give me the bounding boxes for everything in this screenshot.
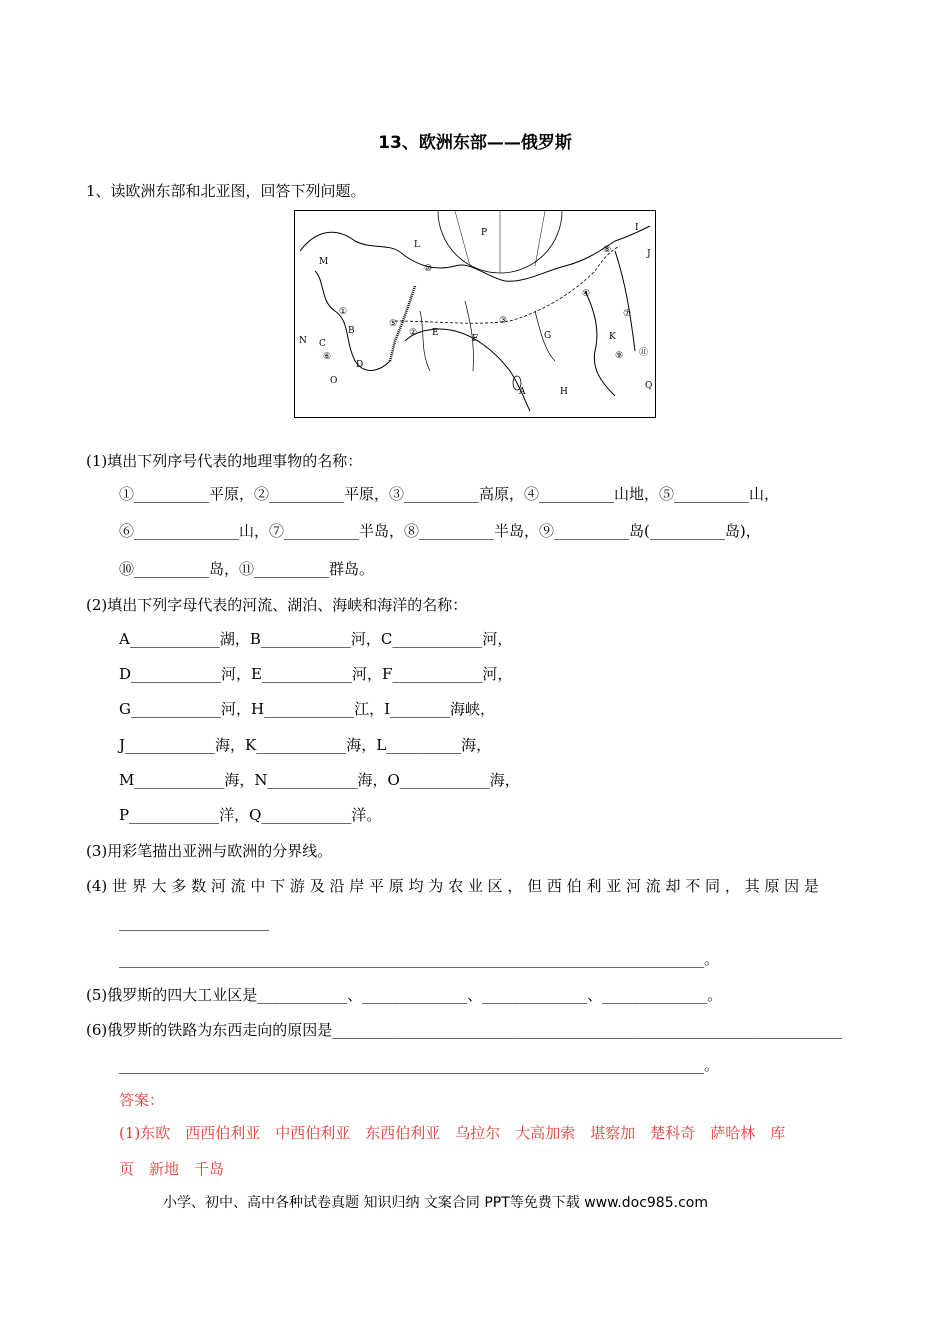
map-label: H [560, 387, 568, 397]
map-label: ② [409, 328, 418, 338]
part1-heading: (1)填出下列序号代表的地理事物的名称： [86, 452, 363, 470]
map-label: F [472, 334, 479, 344]
map-label: K [609, 332, 616, 342]
map-label: P [481, 228, 488, 238]
part2-line: G____________河，H____________江，I________海峡， [119, 700, 495, 718]
map-label: G [544, 331, 552, 341]
map-label: L [414, 240, 420, 250]
map-label: O [330, 376, 338, 386]
map-label: Q [645, 381, 653, 391]
part2-heading: (2)填出下列字母代表的河流、湖泊、海峡和海洋的名称： [86, 596, 468, 614]
answer-label: 答案： [119, 1091, 165, 1109]
map-svg [295, 211, 654, 416]
part6-blank: ______________________________________________________________________________。 [119, 1056, 720, 1074]
map-label: ④ [582, 289, 591, 299]
part2-line: M____________海，N____________海，O____________海， [119, 771, 520, 789]
map-label: M [319, 257, 329, 267]
map-label: E [432, 328, 439, 338]
map-label: ⑨ [615, 351, 624, 361]
map-label: J [647, 249, 651, 259]
railway-line [395, 246, 620, 323]
answer-line2: 页 新地 千岛 [119, 1160, 225, 1178]
part2-line: P____________洋，Q____________洋。 [119, 806, 382, 824]
part1-line2: ⑥______________山，⑦__________半岛，⑧__________半岛，⑨__________岛(__________岛)， [119, 522, 761, 540]
answer-line1: (1)东欧 西西伯利亚 中西伯利亚 东西伯利亚 乌拉尔 大高加索 堪察加 楚科奇 萨哈林 库 [119, 1124, 786, 1142]
map-label: ③ [499, 316, 508, 326]
part5: (5)俄罗斯的四大工业区是____________、______________、______________、______________。 [86, 986, 723, 1004]
map-label: ⑩ [424, 264, 433, 274]
map-label: I [635, 223, 639, 233]
map-label: C [319, 339, 326, 349]
part2-line: A____________湖，B____________河，C____________河， [119, 630, 513, 648]
part2-line: J____________海，K____________海，L__________海， [119, 736, 492, 754]
part4-blank2: ______________________________________________________________________________。 [119, 950, 720, 968]
map-label: A [519, 387, 526, 397]
part1-line1: ①__________平原，②__________平原，③__________高原，④__________山地，⑤__________山， [119, 485, 780, 503]
page-title: 13、欧洲东部——俄罗斯 [378, 133, 572, 153]
map-label: N [299, 336, 307, 346]
part6-text: (6)俄罗斯的铁路为东西走向的原因是____________________________________________________________________ [86, 1021, 843, 1039]
map-label: D [356, 360, 364, 370]
part1-line3: ⑩__________岛，⑪__________群岛。 [119, 560, 375, 578]
question1-stem: 1、读欧洲东部和北亚图，回答下列问题。 [86, 182, 366, 200]
part3: (3)用彩笔描出亚洲与欧洲的分界线。 [86, 842, 333, 860]
part4-text: (4) 世 界 大 多 数 河 流 中 下 游 及 沿 岸 平 原 均 为 农 业 区 ， 但 西 伯 利 亚 河 流 却 不 同 ， 其 原 因 是 [86, 877, 819, 895]
map-label: ⑪ [639, 348, 649, 358]
footer-text: 小学、初中、高中各种试卷真题 知识归纳 文案合同 PPT等免费下载 www.doc985.com [163, 1195, 708, 1211]
map-label: ⑧ [603, 245, 612, 255]
map-label: ⑤ [389, 319, 398, 329]
map-label: B [348, 326, 355, 336]
map-figure [294, 210, 656, 418]
part4-blank1: ____________________ [119, 913, 269, 931]
map-label: ① [339, 307, 348, 317]
map-label: ⑦ [623, 309, 632, 319]
north-coast [300, 226, 650, 281]
part2-line: D____________河，E____________河，F____________河， [119, 665, 513, 683]
map-label: ⑥ [323, 352, 332, 362]
